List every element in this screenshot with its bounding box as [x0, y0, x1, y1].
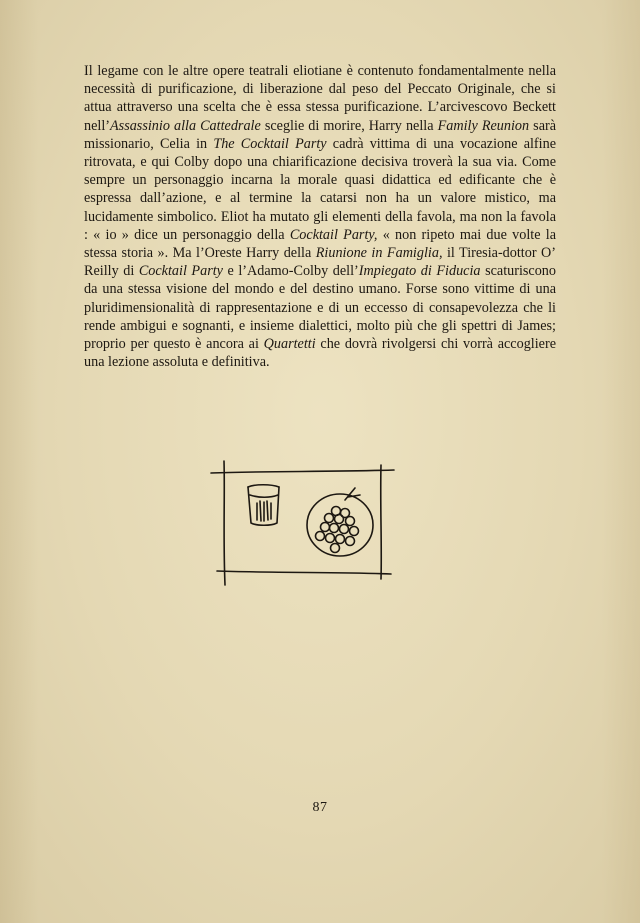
text-run: Il legame con le altre opere teatrali eliotiane è contenuto fondamentalmente nella necessità di purificazione, di liberazione dal peso del Peccato Originale, che si attua attraverso una scelta che è essa stessa purificazione. L’arcivescovo Beckett nell’ [84, 63, 556, 134]
still-life-illustration [205, 455, 405, 605]
frame-left-line [224, 461, 225, 585]
text-run: « non ripeto mai due volte la stessa storia ». Ma l’Oreste Harry della [84, 226, 556, 262]
text-run: sarà missionario, Celia in [84, 117, 557, 152]
plate-with-grapes-icon [307, 488, 373, 556]
page-number: 87 [312, 800, 328, 815]
text-run: sceglie di morire, Harry nella [260, 117, 438, 134]
italic-title: Cocktail Party, [289, 226, 378, 243]
text-run: che dovrà rivolgersi chi vorrà accogliere una lezione assoluta e definitiva. [84, 336, 556, 371]
frame-bottom-line [217, 571, 391, 574]
body-text [84, 62, 556, 371]
italic-title: Impiegato di Fiducia [358, 263, 481, 280]
italic-title: Assassinio alla Cattedrale [110, 117, 261, 134]
italic-title: Family Reunion [437, 117, 530, 134]
frame-top-line [211, 470, 394, 473]
italic-title: Quartetti [263, 336, 316, 353]
text-run: e l’Adamo-Colby dell’ [222, 263, 359, 280]
text-run: scaturiscono da una stessa visione del mondo e del destino umano. Forse sono vittime di una pluridimensionalità di rappresentazione e di un eccesso di consapevolezza che li rende ambigui e sognanti, e insieme dialettici, molto più che gli spettri di James; proprio per questo è ancora ai [84, 263, 556, 353]
italic-title: Cocktail Party [138, 263, 223, 280]
glass-icon [248, 485, 279, 526]
body-paragraph [84, 62, 556, 371]
text-run: il Tiresia-dottor O’ Reilly di [84, 245, 556, 280]
italic-title: Riunione in Famiglia, [315, 245, 443, 262]
italic-title: The Cocktail Party [213, 135, 327, 152]
text-run: cadrà vittima di una vocazione alfine ritrovata, e qui Colby dopo una chiarificazione decisiva troverà la sua via. Come sempre un personaggio incarna la morale quasi didattica ed edificante che è espressa dall’azione, e al termine la catarsi non ha un valore mistico, ma lucidamente simbolico. Eliot ha mutato gli elementi della favola, ma non la favola : « io » dice un personaggio della [84, 135, 556, 243]
frame-right-line [381, 465, 382, 579]
